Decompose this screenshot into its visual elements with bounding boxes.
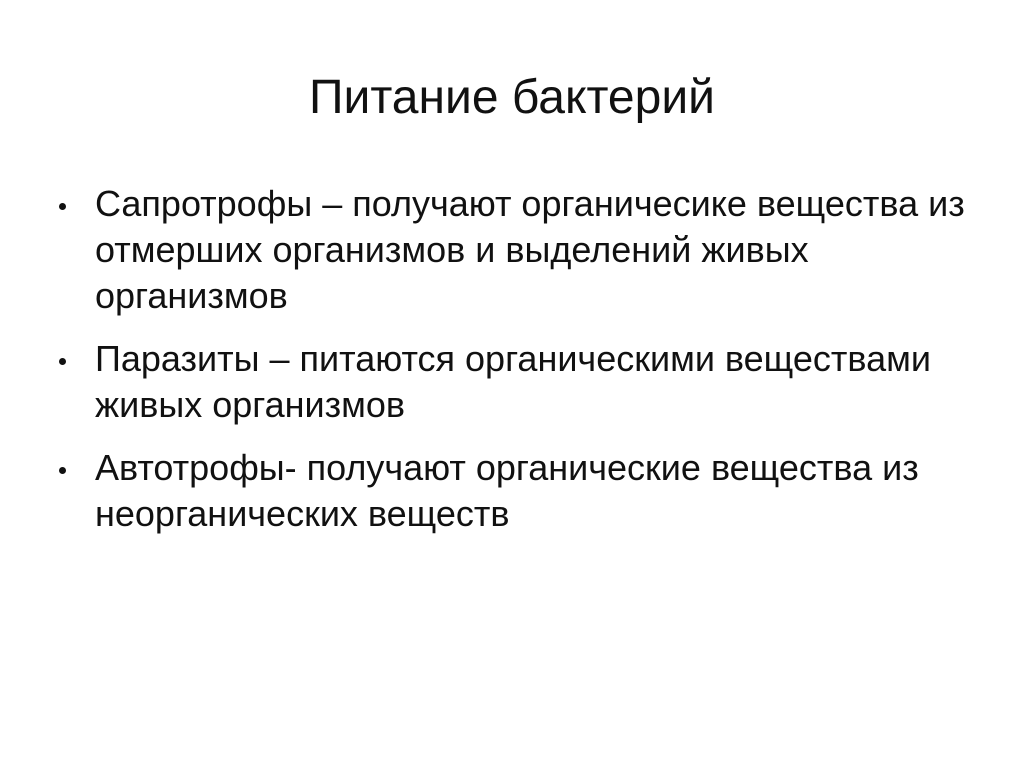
bullet-text: Паразиты – питаются органическими веществами живых организмов (95, 338, 931, 425)
bullet-dot-icon (59, 467, 66, 474)
bullet-text: Автотрофы- получают органические вещества из неорганических веществ (95, 447, 919, 534)
bullet-dot-icon (59, 203, 66, 210)
bullet-item-saprotrophs (55, 181, 985, 319)
bullet-dot-icon (59, 358, 66, 365)
bullet-item-autotrophs (55, 445, 985, 537)
bullet-text: Сапротрофы – получают органичесике вещества из отмерших организмов и выделений живых организмов (95, 183, 965, 316)
slide-title: Питание бактерий (309, 71, 715, 124)
bullet-item-parasites (55, 336, 985, 428)
bullet-list (55, 181, 985, 554)
